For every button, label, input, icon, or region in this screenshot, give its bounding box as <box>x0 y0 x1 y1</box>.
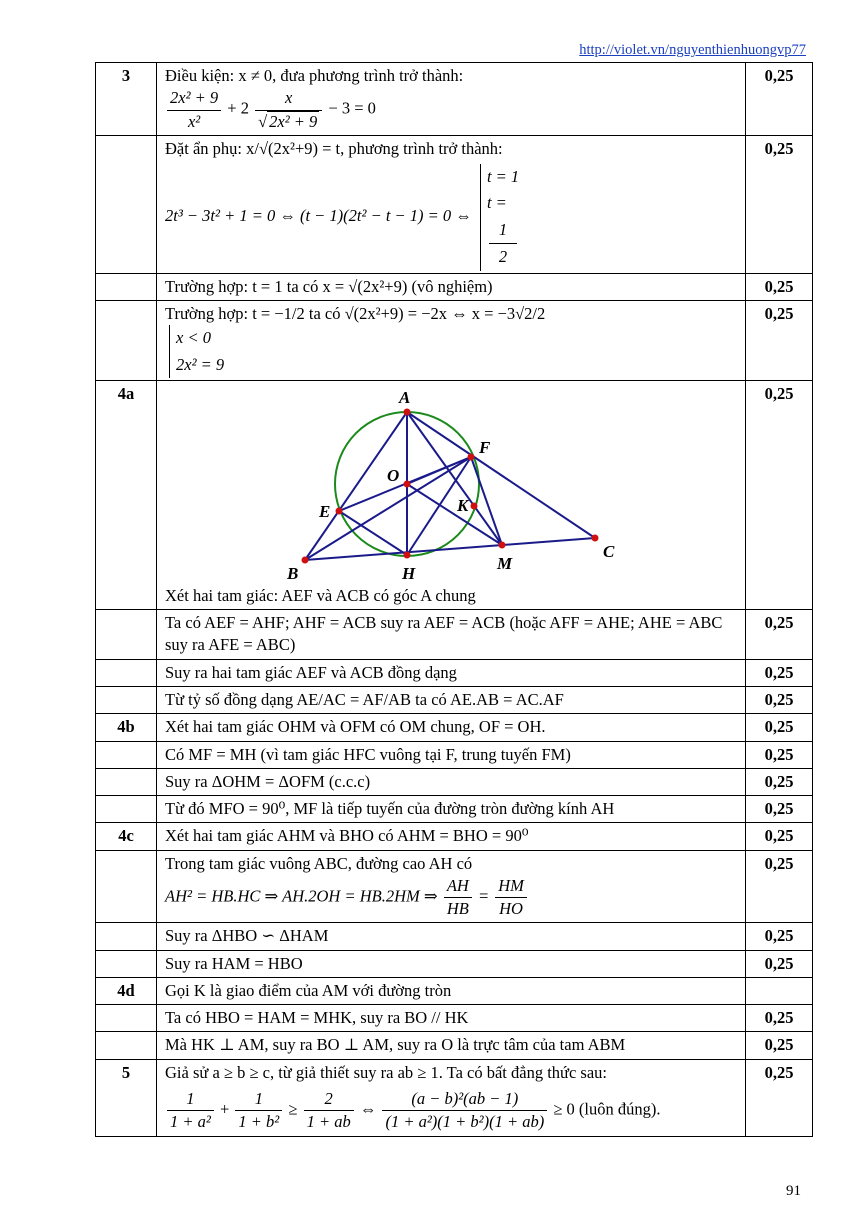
problem-number <box>96 1032 157 1059</box>
solution-cell <box>157 1059 746 1136</box>
points-cell: 0,25 <box>746 1032 813 1059</box>
geometry-figure <box>287 385 635 583</box>
solution-text: Có MF = MH (vì tam giác HFC vuông tại F, trung tuyến FM) <box>157 741 746 768</box>
solution-text: Mà HK ⊥ AM, suy ra BO ⊥ AM, suy ra O là trực tâm của tam ABM <box>157 1032 746 1059</box>
points-cell: 0,25 <box>746 300 813 380</box>
table-row <box>96 768 813 795</box>
points-cell: 0,25 <box>746 950 813 977</box>
solution-cell <box>157 850 746 923</box>
points-cell <box>746 977 813 1004</box>
solution-text: Suy ra ΔOHM = ΔOFM (c.c.c) <box>157 768 746 795</box>
problem-number <box>96 135 157 273</box>
problem-number: 4d <box>96 977 157 1004</box>
problem-number <box>96 300 157 380</box>
solution-text: Trong tam giác vuông ABC, đường cao AH có <box>165 853 473 873</box>
math-line: $\frac{\text{2x² + 9}}{\text{x²}}$ + 2 $\frac{x}{\text{√ 2x² + 9}}$ − 3 = 0 <box>165 87 737 133</box>
figure-lines <box>305 412 595 560</box>
solution-text: Giả sử a ≥ b ≥ c, từ giả thiết suy ra ab ≥ 1. Ta có bất đẳng thức sau: <box>165 1062 608 1082</box>
table-row <box>96 273 813 300</box>
points-cell: 0,25 <box>746 741 813 768</box>
problem-number <box>96 923 157 950</box>
label-o: O <box>387 465 400 485</box>
table-row <box>96 610 813 660</box>
solution-text: Xét hai tam giác: AEF và ACB có góc A chung <box>165 585 476 605</box>
table-row <box>96 380 813 609</box>
table-row <box>96 300 813 380</box>
solution-text: Xét hai tam giác OHM và OFM có OM chung, OF = OH. <box>157 714 746 741</box>
solution-text: Suy ra hai tam giác AEF và ACB đồng dạng <box>157 659 746 686</box>
problem-number: 4c <box>96 823 157 850</box>
table-row <box>96 850 813 923</box>
table-row <box>96 687 813 714</box>
table-row <box>96 741 813 768</box>
table-row <box>96 1005 813 1032</box>
problem-number <box>96 687 157 714</box>
problem-number <box>96 610 157 660</box>
problem-number: 3 <box>96 63 157 136</box>
problem-number <box>96 850 157 923</box>
solution-text: Điều kiện: x ≠ 0, đưa phương trình trở thành: <box>165 66 464 85</box>
label-b: B <box>287 563 299 583</box>
problem-number <box>96 1005 157 1032</box>
points-cell: 0,25 <box>746 850 813 923</box>
math-line: x < 0 2x² = 9 <box>165 325 737 378</box>
solution-cell <box>157 380 746 609</box>
label-k: K <box>457 495 469 515</box>
points-cell: 0,25 <box>746 768 813 795</box>
solution-text: Trường hợp: t = −1/2 ta có √(2x²+9) = −2x ⇔ x = −3√2/2 <box>165 303 546 323</box>
solution-cell <box>157 300 746 380</box>
label-a: A <box>399 387 411 407</box>
problem-number: 5 <box>96 1059 157 1136</box>
math-line: $\frac{1}{\text{1 + a²}}$ + $\frac{1}{\text{1 + b²}}$ ≥ $\frac{2}{1 + ab}$ ⇔ $\frac{\text{(a − b)²(ab − 1)}}{\text{(1 + a²)(1 + b²)(1 + ab)}}$ ≥ 0 (luôn đúng). <box>165 1088 737 1134</box>
solution-text: Ta có HBO = HAM = MHK, suy ra BO // HK <box>157 1005 746 1032</box>
table-row <box>96 977 813 1004</box>
points-cell: 0,25 <box>746 796 813 823</box>
table-row <box>96 714 813 741</box>
solution-text: Suy ra ΔHBO ∽ ΔHAM <box>157 923 746 950</box>
problem-number <box>96 796 157 823</box>
points-cell: 0,25 <box>746 1059 813 1136</box>
points-cell: 0,25 <box>746 135 813 273</box>
problem-number <box>96 768 157 795</box>
solution-cell <box>157 63 746 136</box>
table-row <box>96 135 813 273</box>
header-url-link[interactable]: http://violet.vn/nguyenthienhuongvp77 <box>579 42 806 58</box>
points-cell: 0,25 <box>746 1005 813 1032</box>
points-cell: 0,25 <box>746 823 813 850</box>
table-row <box>96 1059 813 1136</box>
label-f: F <box>479 437 491 457</box>
points-cell: 0,25 <box>746 659 813 686</box>
page-number: 91 <box>786 1183 801 1199</box>
label-c: C <box>603 541 615 561</box>
label-m: M <box>497 553 513 573</box>
points-cell: 0,25 <box>746 610 813 660</box>
points-cell: 0,25 <box>746 687 813 714</box>
points-cell: 0,25 <box>746 923 813 950</box>
table-row <box>96 923 813 950</box>
solution-text: Trường hợp: t = 1 ta có x = √(2x²+9) (vô nghiệm) <box>157 273 746 300</box>
problem-number <box>96 950 157 977</box>
problem-number <box>96 273 157 300</box>
solution-text: Xét hai tam giác AHM và BHO có AHM = BHO = 90⁰ <box>157 823 746 850</box>
points-cell: 0,25 <box>746 714 813 741</box>
solution-cell <box>157 135 746 273</box>
table-row <box>96 796 813 823</box>
table-row <box>96 950 813 977</box>
solution-text: Từ đó MFO = 90⁰, MF là tiếp tuyến của đường tròn đường kính AH <box>157 796 746 823</box>
points-cell: 0,25 <box>746 63 813 136</box>
points-cell: 0,25 <box>746 273 813 300</box>
solution-text: Đặt ẩn phụ: x/√(2x²+9) = t, phương trình trở thành: <box>165 138 503 158</box>
solution-text: Suy ra HAM = HBO <box>157 950 746 977</box>
problem-number <box>96 659 157 686</box>
table-row <box>96 659 813 686</box>
math-line: 2t³ − 3t² + 1 = 0 ⇔ (t − 1)(2t² − t − 1) = 0 ⇔ t = 1 t = 1 2 <box>165 164 737 271</box>
solution-table <box>95 62 813 1137</box>
points-cell: 0,25 <box>746 380 813 609</box>
problem-number: 4a <box>96 380 157 609</box>
label-e: E <box>319 501 331 521</box>
table-row <box>96 823 813 850</box>
label-h: H <box>402 563 416 583</box>
solution-text: Ta có AEF = AHF; AHF = ACB suy ra AEF = ACB (hoặc AFF = AHE; AHE = ABC suy ra AFE = ABC) <box>157 610 746 660</box>
problem-number <box>96 741 157 768</box>
math-line: AH² = HB.HC ⇒ AH.2OH = HB.2HM ⇒ $\frac{AH}{HB}$ = $\frac{HM}{HO}$ <box>165 875 737 921</box>
solution-text: Gọi K là giao điểm của AM với đường tròn <box>157 977 746 1004</box>
solution-text: Từ tỷ số đồng dạng AE/AC = AF/AB ta có AE.AB = AC.AF <box>157 687 746 714</box>
problem-number: 4b <box>96 714 157 741</box>
table-row <box>96 63 813 136</box>
table-row <box>96 1032 813 1059</box>
